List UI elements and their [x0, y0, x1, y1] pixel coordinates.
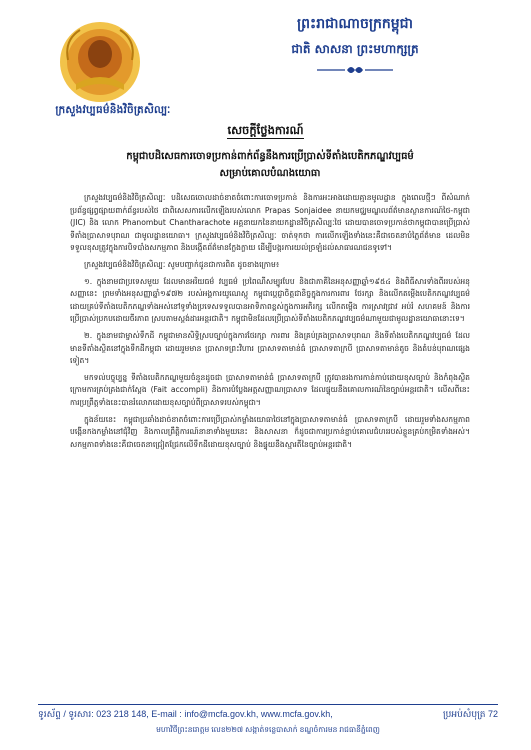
page-number: 72 — [487, 709, 498, 719]
body-paragraph: ក្រសួងវប្បធម៌និងវិចិត្រសិល្បៈ បដិសេធចោលដាច់ខាតចំពោះការចោទប្រកាន់ និងការអះអាងដោយគ្មានមូលដ្ឋាន ក្នុងពេលថ្មីៗ ពីសំណាក់ប្រព័ន្ធផ្សព្វផ្សាយពាក់ព័ន្ធរបស់ថៃ ជាពិសេសការលើកឡើងរបស់លោក Prapas Sonjaidee នាយកមជ្ឈមណ្ឌលព័ត៌មានស្ថានការណ៍ថៃ-កម្ពុជា (JIC) និង លោក Phanombut Chantharachote អគ្គនាយកនៃនាយកដ្ឋានវិចិត្រសិល្បៈថៃ ដោយបានចោទប្រកាន់ថាកម្ពុជាបានប្រើប្រាស់ទីតាំងប្រាសាទបុរាណ ជាមូលដ្ឋានយោធា។ ក្រសួងវប្បធម៌និងវិចិត្រសិល្បៈ ចាត់ទុកថា ការលើកឡើងទាំងនេះគឺជាចេតនាបំភ្លៃព័ត៌មាន ដេលមិនទទួលខុសត្រូវក្នុងការបិទបាំងសកម្មភាព និងបង្កើតព័ត៌មានក្លែងក្លាយ ដើម្បីបង្ករការយល់ច្រឡំដល់សាធារណជនទូទៅ។ — [70, 193, 470, 253]
national-motto: ជាតិ សាសនា ព្រះមហាក្សត្រ — [291, 42, 419, 56]
document-body — [70, 192, 470, 455]
body-paragraph: ក្នុងន័យនេះ កម្ពុជាប្រឆាំងដាច់ខាតចំពោះការប្រើប្រាស់កម្លាំងយោធាថៃនៅក្នុងប្រាសាទតាមាន់ធំ ប្រាសាទតាក្របី ដោយរួមទាំងសកម្មភាពបង្កើនកងកម្លាំងនៅជុំវិញ និងកាលព្រឹត្តិការណ៍នានាទាំងមួយនេះ និងសាសនា ក៏ដូចជាការប្រកាន់ខ្ជាប់គោលជំហររបស់ខ្លួនគ្រប់កម្រិតទាំងអស់។ សកម្មភាពទាំងនេះគឺជាចេតនាជ្រៀតជ្រែកលើទឹកដីដោយខុសច្បាប់ និងផ្ទុយនឹងស្មារតីនៃច្បាប់អន្តរជាតិ។ — [70, 414, 470, 449]
body-paragraph: មកទល់បច្ចុប្បន្ន ទីតាំងបេតិកភណ្ឌមួយចំនួនដូចជា ប្រាសាទតាមាន់ធំ ប្រាសាទតាក្របី ត្រូវបានរងការកាន់កាប់ដោយខុសច្បាប់ និងកំពុងស្ថិតក្រោមការគ្រប់គ្រងជាក់ស្តែង (Fait accompli) និងការបំប្លែងអត្តសញ្ញាណប្រាសាទ ដែលផ្ទុយនឹងគោលការណ៍នៃច្បាប់អន្តរជាតិ។ លើសពីនេះ ការប្រព្រឹត្តទាំងនេះបានរំលោភដោយខុសច្បាប់ពីប្រាសាទរបស់កម្ពុជា។ — [70, 372, 470, 407]
ministry-logo-icon — [58, 20, 142, 104]
document-subject — [60, 148, 480, 182]
ministry-name: ក្រសួងវប្បធម៌និងវិចិត្រសិល្បៈ — [55, 104, 171, 116]
footer-address: មហាវិថីព្រះនរោត្តម លេខ២២៧ សង្កាត់ទន្លេបាសាក់ ខណ្ឌចំការមន រាជធានីភ្នំពេញ — [156, 725, 380, 734]
email-label: , E-mail : — [146, 709, 182, 719]
website-link[interactable]: www.mcfa.gov.kh — [260, 709, 331, 719]
document-title — [0, 123, 531, 140]
body-paragraph: ក្រសួងវប្បធម៌និងវិចិត្រសិល្បៈ សូមបញ្ជាក់ជូនជាការពិត ដូចខាងក្រោម៖ — [84, 259, 280, 269]
phone-number: 023 218 148 — [96, 709, 147, 719]
document-title-text: សេចក្តីថ្លែងការណ៍ — [227, 123, 304, 137]
subject-line: កម្ពុជាបដិសេធការចោទប្រកាន់ពាក់ព័ន្ធនឹងការប្រើប្រាស់ទីតាំងបេតិកភណ្ឌវប្បធម៌ — [126, 151, 414, 162]
phone-label: ទូរស័ព្ទ / ទូរសារ: — [38, 709, 94, 719]
footer-divider — [38, 704, 498, 705]
subject-line: សម្រាប់គោលបំណងយោធា — [219, 168, 321, 179]
kingdom-name: ព្រះរាជាណាចក្រកម្ពុជា — [296, 16, 413, 32]
body-paragraph: ១. ក្នុងនាមជាប្រទេសមួយ ដែលមានអរិយធម៌ វប្បធម៌ ប្រពៃណីសម្បូរបែប និងជាភាគីនៃអនុសញ្ញាឆ្នាំ១៩៥៤ និងពិធីសារទាំងពីររបស់អនុសញ្ញានេះ ព្រមទាំងអនុសញ្ញាឆ្នាំ១៩៧២ របស់អង្គការយូណេស្កូ កម្ពុជាប្តេជ្ញាចិត្តជានិច្ចក្នុងការការពារ ថែរក្សា និងលើកតម្កើងបេតិកភណ្ឌវប្បធម៌ ដោយគ្រប់ទីតាំងបេតិកភណ្ឌទាំងអស់នៅទូទាំងប្រទេសទទួលបានអាទិភាពខ្ពស់ក្នុងការអភិរក្ស លើកតម្កើង ការស្រាវជ្រាវ អប់រំ សហគមន៍ និងការប្រើប្រាស់ប្រកបដោយចីរភាព ស្របតាមស្តង់ដារអន្តរជាតិ។ កម្ពុជាមិនដែលប្រើប្រាស់ទីតាំងបេតិកភណ្ឌវប្បធម៌ណាមួយជាមូលដ្ឋានយោធានោះទេ។ — [70, 276, 470, 324]
body-paragraph: ២. ក្នុងនាមជាម្ចាស់ទឹកដី កម្ពុជាមានសិទ្ធិស្របច្បាប់ក្នុងការថែរក្សា ការពារ និងគ្រប់គ្រងប្រាសាទបុរាណ និងទីតាំងបេតិកភណ្ឌវប្បធម៌ ដែលមានទីតាំងស្ថិតនៅក្នុងទឹកដីកម្ពុជា ដោយរួមមាន ប្រាសាទព្រះវិហារ ប្រាសាទតាមាន់ធំ ប្រាសាទតាក្របី ប្រាសាទតាមាន់តូច និងតំបន់បុរាណផ្សេងទៀត។ — [70, 330, 470, 366]
email-link[interactable]: info@mcfa.gov.kh — [184, 709, 256, 719]
footer — [38, 709, 498, 736]
page-label: ប្រអប់សំបុត្រ — [442, 709, 486, 719]
ornament-divider-icon — [315, 64, 395, 76]
footer-contact: ទូរស័ព្ទ / ទូរសារ: 023 218 148, E-mail : info@mcfa.gov.kh, www.mcfa.gov.kh, — [38, 709, 333, 719]
footer-contact-row — [38, 709, 498, 722]
footer-page — [443, 709, 498, 722]
kingdom-header — [250, 14, 460, 76]
